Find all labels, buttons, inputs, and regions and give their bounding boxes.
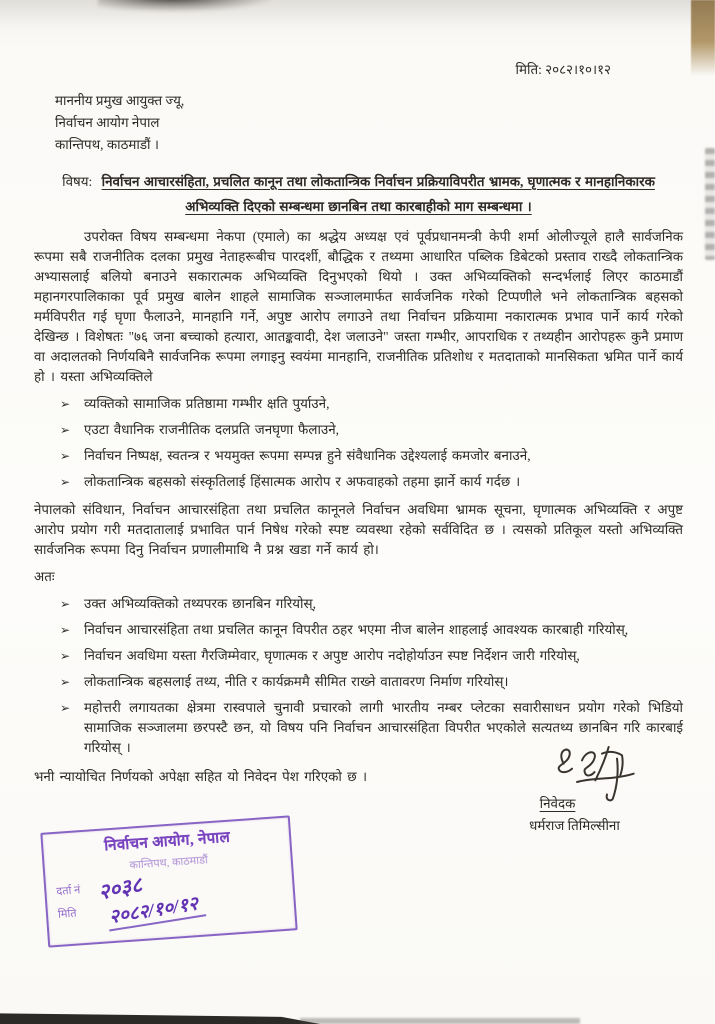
scan-edge-bottom [0,1011,320,1024]
office-stamp [40,815,297,947]
stamp-org-name: निर्वाचन आयोग, नेपाल [103,829,231,855]
stamp-date-handwritten: २०८२/१०/१२ [105,894,205,932]
demands-list [60,594,683,758]
scan-edge-bottom-faint [300,1018,580,1024]
addressee-block [55,90,683,156]
arrow-bullet-icon: ➢ [60,623,71,637]
list-item-text: लोकतान्त्रिक बहसलाई तथ्य, नीति र कार्यक्रममै सीमित राख्ने वातावरण निर्माण गरियोस्। [84,674,509,689]
arrow-bullet-icon: ➢ [60,449,71,463]
list-item-text: व्यक्तिको सामाजिक प्रतिष्ठामा गम्भीर क्षति पुर्याउने, [84,396,330,411]
body-paragraph-2: नेपालको संविधान, निर्वाचन आचारसंहिता तथा प्रचलित कानूनले निर्वाचन अवधिमा भ्रामक सूचना, घृणात्मक अभिव्यक्ति र अपुष्ट आरोप प्रयोग गरी मतदातालाई प्रभावित पार्न निषेध गरेको स्पष्ट व्यवस्था रहेको सर्वविदित छ । त्यसको प्रतिकूल यस्तो अभिव्यक्ति सार्वजनिक रूपमा दिनु निर्वाचन प्रणालीमाथि नै प्रश्न खडा गर्ने कार्य हो। [34,502,683,557]
list-item [60,646,683,666]
stamp-reg-number-handwritten: २०३८ [96,872,144,905]
list-item-text: एउटा वैधानिक राजनीतिक दलप्रति जनघृणा फैलाउने, [84,422,340,437]
list-item-text: लोकतान्त्रिक बहसको संस्कृतिलाई हिंसात्मक आरोप र अफवाहको तहमा झार्ने कार्य गर्दछ । [84,474,521,489]
addressee-line-3: कान्तिपथ, काठमाडौं । [55,137,159,152]
effects-list [60,394,683,492]
arrow-bullet-icon: ➢ [60,597,71,611]
list-item [60,620,683,640]
arrow-bullet-icon: ➢ [60,675,71,689]
list-item [60,420,683,440]
signatory-name: धर्मराज तिमिल्सीना [529,818,620,833]
stamp-date-label: मिति [57,907,77,921]
arrow-bullet-icon: ➢ [60,397,71,411]
list-item [60,672,683,692]
list-item [60,446,683,466]
arrow-bullet-icon: ➢ [60,701,71,715]
arrow-bullet-icon: ➢ [60,423,71,437]
list-item-text: निर्वाचन अवधिमा यस्ता गैरजिम्मेवार, घृणात्मक र अपुष्ट आरोप नदोहोर्याउन स्पष्ट निर्देशन जारी गरियोस्, [84,648,580,663]
stamp-reg-label: दर्ता नं [56,884,81,898]
signature-label: निवेदक [539,796,576,811]
signature-block [482,742,667,838]
list-item-text: निर्वाचन निष्पक्ष, स्वतन्त्र र भयमुक्त रूपमा सम्पन्न हुने संवैधानिक उद्देश्यलाई कमजोर बनाउने, [84,448,531,463]
subject-prefix: विषय: [62,174,93,189]
list-item [60,394,683,414]
subject-text: निर्वाचन आचारसंहिता, प्रचलित कानून तथा लोकतान्त्रिक निर्वाचन प्रक्रियाविपरीत भ्रामक, घृणात्मक र मानहानिकारक अभिव्यक्ति दिएको सम्बन्धमा छानबिन तथा कारबाहीको माग सम्बन्धमा । [101,174,655,214]
addressee-line-1: माननीय प्रमुख आयुक्त ज्यू, [55,93,185,108]
arrow-bullet-icon: ➢ [60,475,71,489]
stamp-address: कान्तिपथ, काठमाडौं [129,854,209,872]
handwritten-signature [541,742,653,802]
closing-line: भनी न्यायोचित निर्णयको अपेक्षा सहित यो निवेदन पेश गरिएको छ । [34,769,368,784]
list-item-text: निर्वाचन आचारसंहिता तथा प्रचलित कानून विपरीत ठहर भएमा नीज बालेन शाहलाई आवश्यक कारबाही गरियोस्, [84,622,629,637]
arrow-bullet-icon: ➢ [60,649,71,663]
list-item [60,594,683,614]
list-item-text: उक्त अभिव्यक्तिको तथ्यपरक छानबिन गरियोस्, [84,596,316,611]
list-item-text: महोत्तरी लगायतका क्षेत्रमा रास्वपाले चुनावी प्रचारको लागी भारतीय नम्बर प्लेटका सवारीसाधन प्रयोग गरेको भिडियो सामाजिक सञ्जालमा छरपस्टै छन, यो विषय पनि निर्वाचन आचारसंहिता विपरीत भएकोले सत्यतथ्य छानबिन गरि कारबाई गरियोस् । [84,700,683,755]
therefore-line: अतः [34,569,55,584]
subject-line [52,169,665,219]
body-paragraph-1: उपरोक्त विषय सम्बन्धमा नेकपा (एमाले) का श्रद्धेय अध्यक्ष एवं पूर्वप्रधानमन्त्री केपी शर्मा ओलीज्यूले हालै सार्वजनिक रूपमा सबै राजनीतिक दलका प्रमुख नेताहरूबीच पारदर्शी, बौद्धिक र तथ्यमा आधारित पब्लिक डिबेटको प्रस्ताव राख्दै लोकतान्त्रिक अभ्यासलाई बलियो बनाउने सकारात्मक अभिव्यक्ति दिनुभएको थियो । उक्त अभिव्यक्तिको सन्दर्भलाई लिएर काठमाडौं महानगरपालिकाका पूर्व प्रमुख बालेन शाहले सामाजिक सञ्जालमार्फत सार्वजनिक गरेको टिप्पणीले भने लोकतान्त्रिक बहसको मर्मविपरीत गई घृणा फैलाउने, मानहानि गर्ने, अपुष्ट आरोप लगाउने तथा निर्वाचन प्रक्रियामा नकारात्मक प्रभाव पार्ने कार्य गरेको देखिन्छ । विशेषतः "७६ जना बच्चाको हत्यारा, आतङ्कवादी, देश जलाउने" जस्ता गम्भीर, आपराधिक र तथ्यहीन आरोपहरू कुनै प्रमाण वा अदालतको निर्णयबिनै सार्वजनिक रूपमा लगाइनु स्वयंमा मानहानि, राजनीतिक प्रतिशोध र मतदाताको मानसिकता भ्रमित पार्ने कार्य हो । यस्ता अभिव्यक्तिले [34,229,683,384]
list-item [60,472,683,492]
addressee-line-2: निर्वाचन आयोग नेपाल [55,115,160,130]
letter-date: मिति: २०८२।१०।१२ [515,62,611,77]
